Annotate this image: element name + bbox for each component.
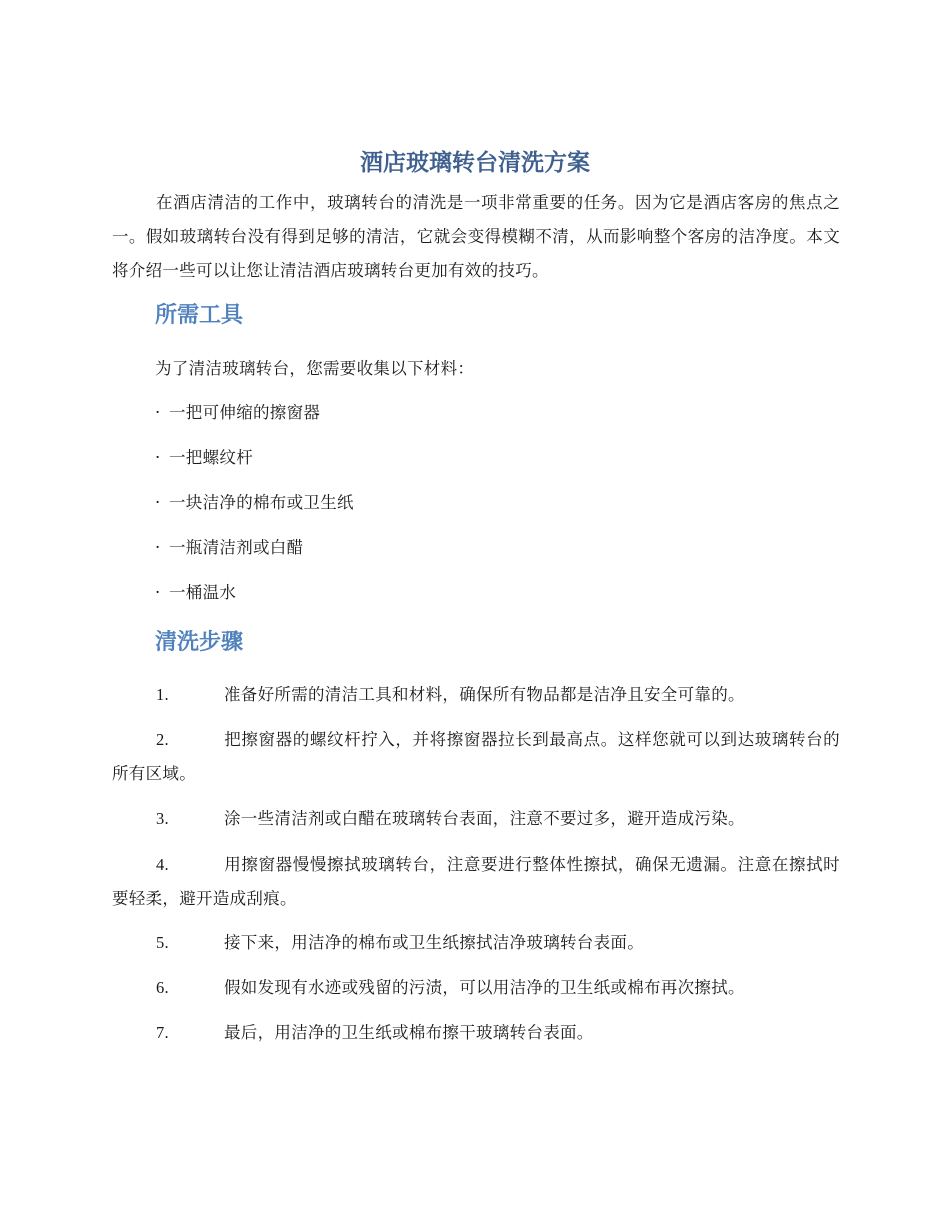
- list-item: [155, 533, 303, 563]
- tools-heading: 所需工具: [155, 303, 244, 328]
- step-item: [112, 1016, 840, 1050]
- step-item: [112, 678, 840, 712]
- step-number: 2.: [156, 730, 169, 749]
- list-item: [155, 398, 320, 428]
- list-item: [155, 488, 354, 518]
- step-item: [112, 926, 840, 960]
- list-item: [155, 578, 236, 608]
- bullet-icon: ·: [155, 493, 161, 512]
- step-item: [112, 848, 840, 916]
- list-item-text: 一块洁净的棉布或卫生纸: [169, 493, 354, 512]
- step-text: 准备好所需的清洁工具和材料，确保所有物品都是洁净且安全可靠的。: [224, 685, 745, 704]
- step-number: 6.: [156, 978, 169, 997]
- list-item: [155, 443, 253, 473]
- bullet-icon: ·: [155, 403, 161, 422]
- step-item: [112, 723, 840, 791]
- step-number: 1.: [156, 685, 169, 704]
- step-text: 把擦窗器的螺纹杆拧入，并将擦窗器拉长到最高点。这样您就可以到达玻璃转台的所有区域。: [112, 730, 840, 783]
- document-title: 酒店玻璃转台清洗方案: [360, 150, 590, 176]
- step-number: 3.: [156, 809, 169, 828]
- step-item: [112, 802, 840, 836]
- step-text: 最后，用洁净的卫生纸或棉布擦干玻璃转台表面。: [224, 1023, 594, 1042]
- step-text: 涂一些清洁剂或白醋在玻璃转台表面，注意不要过多，避开造成污染。: [224, 809, 745, 828]
- step-text: 假如发现有水迹或残留的污渍，可以用洁净的卫生纸或棉布再次擦拭。: [224, 978, 745, 997]
- step-number: 7.: [156, 1023, 169, 1042]
- step-number: 5.: [156, 933, 169, 952]
- step-text: 接下来，用洁净的棉布或卫生纸擦拭洁净玻璃转台表面。: [224, 933, 644, 952]
- bullet-icon: ·: [155, 538, 161, 557]
- intro-paragraph: 在酒店清洁的工作中，玻璃转台的清洗是一项非常重要的任务。因为它是酒店客房的焦点之一。假如玻璃转台没有得到足够的清洁，它就会变得模糊不清，从而影响整个客房的洁净度。本文将介绍一些可以让您让清洁酒店玻璃转台更加有效的技巧。: [112, 193, 840, 280]
- steps-heading: 清洗步骤: [155, 630, 244, 655]
- step-item: [112, 971, 840, 1005]
- list-item-text: 一把螺纹杆: [169, 448, 253, 467]
- bullet-icon: ·: [155, 583, 161, 602]
- tools-lead-text: 为了清洁玻璃转台，您需要收集以下材料：: [155, 359, 475, 378]
- step-number: 4.: [156, 855, 169, 874]
- list-item-text: 一瓶清洁剂或白醋: [169, 538, 304, 557]
- list-item-text: 一把可伸缩的擦窗器: [169, 403, 321, 422]
- bullet-icon: ·: [155, 448, 161, 467]
- list-item-text: 一桶温水: [169, 583, 237, 602]
- step-text: 用擦窗器慢慢擦拭玻璃转台，注意要进行整体性擦拭，确保无遗漏。注意在擦拭时要轻柔，避开造成刮痕。: [112, 855, 840, 908]
